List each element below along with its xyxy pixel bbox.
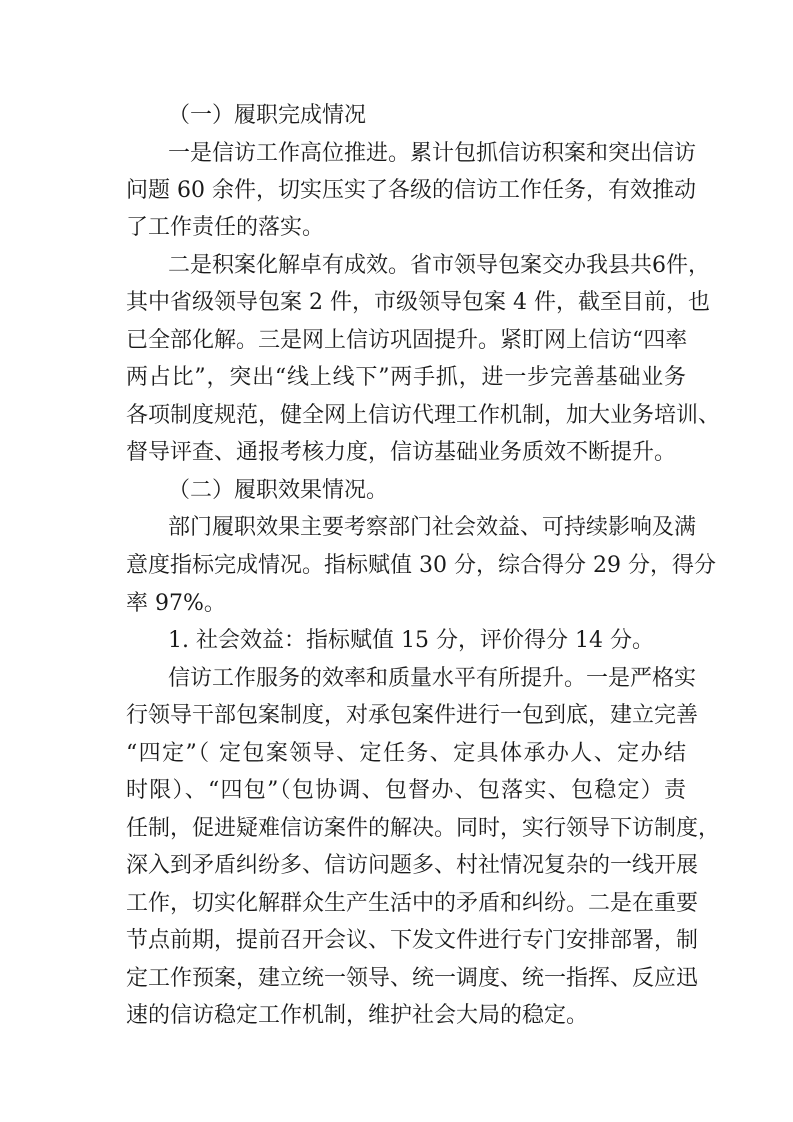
paragraph-line: 督导评查、通报考核力度，信访基础业务质效不断提升。 (126, 440, 677, 465)
paragraph-line: “四定”（ 定包案领导、定任务、定具体承办人、定办结 (126, 741, 686, 766)
paragraph-line: 定工作预案，建立统一领导、统一调度、统一指挥、反应迅 (126, 966, 699, 991)
paragraph-line: 节点前期，提前召开会议、下发文件进行专门安排部署，制 (126, 928, 699, 953)
paragraph-line: 已全部化解。三是网上信访巩固提升。紧盯网上信访“四率 (126, 328, 688, 353)
paragraph-line: 了工作责任的落实。 (126, 215, 325, 240)
section-heading-2: （二）履职效果情况。 (168, 478, 389, 503)
paragraph-line: 问题 60 余件，切实压实了各级的信访工作任务，有效推动 (126, 178, 696, 203)
section-heading-1: （一）履职完成情况 (168, 103, 367, 128)
paragraph-line: 速的信访稳定工作机制，维护社会大局的稳定。 (126, 1003, 589, 1028)
subsection-heading: 1. 社会效益：指标赋值 15 分，评价得分 14 分。 (168, 628, 654, 653)
paragraph-line: 二是积案化解卓有成效。省市领导包案交办我县共6件， (168, 253, 710, 278)
paragraph-line: 意度指标完成情况。指标赋值 30 分，综合得分 29 分，得分 (126, 553, 716, 578)
paragraph-line: 任制，促进疑难信访案件的解决。同时，实行领导下访制度， (126, 816, 721, 841)
paragraph-line: 时限）、“四包”（包协调、包督办、包落实、包稳定）责 (126, 778, 686, 803)
paragraph-line: 其中省级领导包案 2 件，市级领导包案 4 件，截至目前，也 (126, 290, 710, 315)
paragraph-line: 率 97%。 (126, 591, 226, 616)
paragraph-line: 行领导干部包案制度，对承包案件进行一包到底，建立完善 (126, 703, 699, 728)
paragraph-line: 部门履职效果主要考察部门社会效益、可持续影响及满 (168, 515, 697, 540)
paragraph-line: 一是信访工作高位推进。累计包抓信访积案和突出信访 (168, 141, 697, 166)
paragraph-line: 两占比”，突出“线上线下”两手抓，进一步完善基础业务 (126, 365, 686, 390)
paragraph-line: 各项制度规范，健全网上信访代理工作机制，加大业务培训、 (126, 403, 721, 428)
paragraph-line: 信访工作服务的效率和质量水平有所提升。一是严格实 (168, 666, 697, 691)
paragraph-line: 深入到矛盾纠纷多、信访问题多、村社情况复杂的一线开展 (126, 853, 699, 878)
paragraph-line: 工作，切实化解群众生产生活中的矛盾和纠纷。二是在重要 (126, 891, 699, 916)
